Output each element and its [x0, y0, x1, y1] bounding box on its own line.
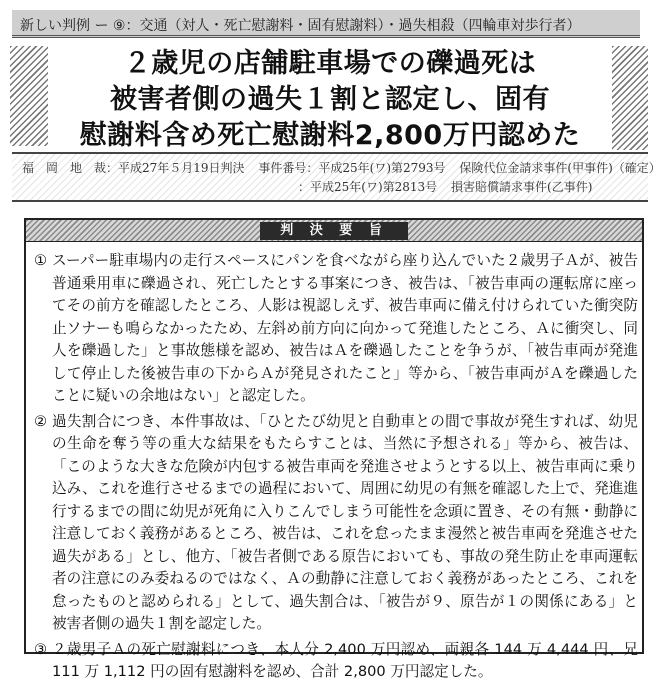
item-text: スーパー駐車場内の走行スペースにパンを食べながら座り込んでいた２歳男子Ａが、被告普通乗用車に礫過され、死亡したとする事案につき、被告は、「被告車両の運転席に座ってその前方を確認したところ、人影は視認しえず、被告車両に備え付けられていた衝突防止ソナーも鳴らなかったため、左斜め前方向に向かって発進したところ、Ａに衝突し、同人を礫過した」と事故態様を認め、被告はＡを礫過したことを争うが、「被告車両が発進して停止した後被告車の下からＡが発見されたこと」等から、「被告車両がＡを礫過したことに疑いの余地はない」と認定した。 [52, 252, 638, 404]
item-number: ② [34, 412, 48, 430]
headline-line-3: 慰謝料含め死亡慰謝料2,800万円認めた [79, 120, 581, 151]
case-number-2: ：平成25年(ワ)第2813号 [298, 180, 438, 194]
court-name: 福 岡 地 裁：平成27年５月19日判決 [22, 161, 245, 175]
judgment-item [34, 250, 638, 408]
headline-line-1: ２歳児の店舗駐車場での礫過死は [123, 48, 537, 79]
category-bar [12, 10, 640, 38]
judgment-summary-box [24, 218, 644, 680]
item-text: 過失割合につき、本件事故は、「ひとたび幼児と自動車との間で事故が発生すれば、幼児の生命を奪う等の重大な結果をもたらすことは、当然に予想される」等から、被告は、「このような大きな危険が内包する被告車両を発進させようとする以上、被告車両に乗り込み、これを進行させるまでの過程において、周囲に幼児の有無を確認した上で、発進進行するまでの間に幼児が死角に入りこんでしまう可能性を念頭に置き、その有無・動静に注意しておく義務があるところ、被告は、これを怠ったまま漫然と被告車両を発進させた過失がある」とし、他方、「被告者側である原告においても、事故の発生防止を車両運転者の注意にのみ委ねるのではなく、Ａの動静に注意しておく義務があったところ、これを怠ったものと認められる」として、過失割合は、「被告が９、原告が１の関係にある」と被害者側の過失１割を認定した。 [52, 412, 638, 632]
item-number: ③ [34, 640, 48, 658]
judgment-item [34, 639, 638, 684]
category-line: 新しい判例 ー ⑨：交通（対人・死亡慰謝料・固有慰謝料）・過失相殺（四輪車対歩行者） [20, 18, 581, 34]
judgment-title: 判 決 要 旨 [260, 222, 408, 240]
item-text: ２歳男子Ａの死亡慰謝料につき、本人分 2,400 万円認め、両親各 144 万 4,444 円、兄 111 万 1,112 円の固有慰謝料を認め、合計 2,800 万円認定した。 [52, 640, 638, 680]
court-info [12, 152, 661, 202]
case-number-1: 事件番号：平成25年(ワ)第2793号 [258, 161, 446, 175]
headline [30, 46, 630, 154]
court-info-row-2 [298, 178, 602, 195]
judgment-item [34, 411, 638, 636]
case-title-2: 損害賠償請求事件(乙事件) [451, 180, 593, 194]
court-info-row-1 [22, 159, 671, 176]
item-number: ① [34, 252, 48, 269]
judgment-body [34, 250, 638, 687]
case-title-1: 保険代位金請求事件(甲事件)（確定） [459, 161, 661, 175]
headline-line-2: 被害者側の過失１割と認定し、固有 [110, 84, 550, 115]
judgment-title-bar [26, 220, 642, 242]
